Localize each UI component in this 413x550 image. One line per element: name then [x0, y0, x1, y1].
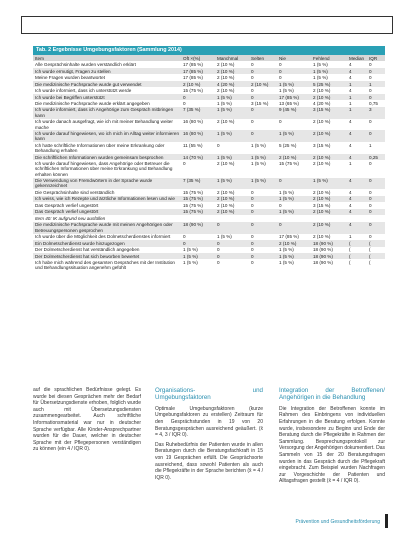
table-cell-value: 0 — [249, 87, 277, 93]
table-cell-value: ( — [347, 247, 367, 253]
table-cell-value: 0 — [215, 222, 249, 234]
table-cell-value: ( — [367, 253, 385, 259]
table-cell-value: 0 — [277, 222, 311, 234]
table-cell-value: ( — [367, 259, 385, 271]
table-row — [33, 142, 385, 154]
table-cell-value: 4 — [347, 222, 367, 234]
table-cell-value: 1 (5 %) — [311, 74, 347, 80]
table-cell-value: 0 — [249, 74, 277, 80]
table-cell-value: 2 (10 %) — [277, 240, 311, 246]
paragraph: Das Ruhebedürfnis der Patienten wurde in allen Beratungen durch die Beratungsfachkraft in 15 von 19 Gesprächen erfüllt. Die Gesprächsorte ausreichend, dass sowohl Patienten als auch die Pflegekräfte in der Sprache berichten (x̄ = 4 / IQR 0). — [155, 441, 263, 481]
table-cell-value: 4 — [347, 154, 367, 160]
table-cell-value: 0 — [249, 68, 277, 74]
table-cell-value: 0 — [215, 247, 249, 253]
table-cell-value: 17 (85 %) — [181, 61, 215, 67]
table-cell-item: Die schriftlichen Informationen wurden gemeinsam besprochen — [33, 154, 181, 160]
page-marker-bar — [385, 514, 388, 528]
header-manchmal: Manchmal — [215, 55, 249, 61]
table-cell-item: Das Gespräch verlief ungestört — [33, 202, 181, 208]
table-cell-value: 4 (20 %) — [215, 81, 249, 87]
table-cell-value: 0 — [249, 253, 277, 259]
table-cell-value: 18 (90 %) — [311, 253, 347, 259]
table-cell-value: 4 — [347, 189, 367, 195]
table-cell-value: 4 — [347, 61, 367, 67]
table-cell-value: 1 (5 %) — [181, 253, 215, 259]
table-cell-value: 1 (5 %) — [277, 189, 311, 195]
table-cell-value: 2 (10 %) — [311, 119, 347, 131]
table-cell-value: 1 (5 %) — [249, 178, 277, 190]
section-heading: Organisations- und Umgebungsfaktoren — [155, 387, 263, 402]
table-cell-value: 0 — [367, 189, 385, 195]
table-cell-value: 0 — [367, 234, 385, 240]
table-cell-value: ( — [367, 240, 385, 246]
table-cell-value: 2 (10 %) — [311, 189, 347, 195]
table-cell-value: 0 — [215, 259, 249, 271]
header-fehlend: Fehlend — [311, 55, 347, 61]
table-cell-item: Alle Gesprächsinhalte wurden verständlich erklärt — [33, 61, 181, 67]
table-cell-value: 0 — [215, 142, 249, 154]
table-cell-value: 2 (10 %) — [311, 130, 347, 142]
table-cell-value: 2 (10 %) — [311, 94, 347, 100]
table-cell-value: 0 — [181, 234, 215, 240]
table-cell-value: 7 (35 %) — [181, 107, 215, 119]
table-row — [33, 259, 385, 271]
table-cell-value: 0 — [215, 240, 249, 246]
table-cell-value: 0 — [277, 178, 311, 190]
table-cell-value: 0 — [277, 119, 311, 131]
header-median: Median — [347, 55, 367, 61]
table-cell-value: 2 (10 %) — [311, 154, 347, 160]
paragraph: auf die sprachlichen Bedürfnisse gelegt. Es wurde bei diesen Gesprächen mehr der Bedarf für Übersetzungsdienste erhoben, folglich wurde auch mit Übersetzungsdiensten zusammengearbeitet. Auch schriftliche Informationsmaterial war nur in deutscher Sprache verfügbar. Alle Kinder-Ansprechpartner wurden für die Dauer, welcher in deutscher Sprache mit der Pflegepersonen verständigen zu können (ein 4 / IQR 0). — [33, 387, 141, 453]
table-cell-item: Ein Dolmetscherdienst wurde hinzugezogen — [33, 240, 181, 246]
table-cell-value: 3 — [367, 107, 385, 119]
table-cell-value: 2 (10 %) — [277, 154, 311, 160]
table-cell-value: 0 — [249, 259, 277, 271]
table-cell-value: 17 (85 %) — [181, 74, 215, 80]
table-cell-value: 1 (5 %) — [277, 253, 311, 259]
table-cell-item: Ich wurde ermutigt, Fragen zu stellen — [33, 68, 181, 74]
table-title: Tab. 2 Ergebnisse Umgebungsfaktoren (Sammlung 2014) — [33, 46, 385, 55]
table-cell-value: 1 — [347, 81, 367, 87]
table-cell-value: 4 — [347, 119, 367, 131]
table-cell-item: Der Dolmetscherdienst hat sich beworben bewertet — [33, 253, 181, 259]
table-cell-value: 16 (80 %) — [181, 119, 215, 131]
text-column-left — [33, 387, 141, 456]
table-cell-item: Ich wurde informiert, dass ich Angehörige zum Gespräch mitbringen kann — [33, 107, 181, 119]
table-cell-value: 2 (10 %) — [215, 61, 249, 67]
table-cell-value: 1 (5 %) — [277, 87, 311, 93]
data-table — [33, 55, 385, 271]
table-cell-item: Die Gesprächsinhalte sind verständlich — [33, 189, 181, 195]
table-cell-item: Die Verwendung von Fremdwörtern in der Sprache wurde gekennzeichnet — [33, 178, 181, 190]
table-cell-value: 18 (90 %) — [311, 259, 347, 271]
table-cell-value: 1 (5 %) — [215, 94, 249, 100]
table-cell-value: 7 (35 %) — [181, 178, 215, 190]
table-cell-value: 0 — [367, 130, 385, 142]
table-cell-item: Das Gespräch verlief ungestört — [33, 209, 181, 215]
table-cell-value: 3 (15 %) — [249, 100, 277, 106]
table-cell-value: 0 — [249, 94, 277, 100]
table-cell-value: 2 (10 %) — [215, 202, 249, 208]
table-cell-value: 14 (70 %) — [181, 154, 215, 160]
header-nie: Nie — [277, 55, 311, 61]
table-cell-item: Ich wurde informiert, dass ich unterstützt werde — [33, 87, 181, 93]
table-cell-value: 9 (45 %) — [277, 107, 311, 119]
table-cell-value: 3 (15 %) — [311, 142, 347, 154]
table-row — [33, 222, 385, 234]
table-cell-value: 1 — [347, 107, 367, 119]
table-cell-value: 2 (10 %) — [215, 119, 249, 131]
table-cell-value: 2 (10 %) — [311, 160, 347, 177]
table-cell-value: 2 (10 %) — [311, 209, 347, 215]
table-cell-item: Der Dolmetscherdienst hat verständlich angegeben — [33, 247, 181, 253]
table-cell-value: 0 — [367, 196, 385, 202]
table-cell-value: 1 — [347, 94, 367, 100]
table-cell-value: 0 — [367, 222, 385, 234]
table-cell-value: 1 (5 %) — [277, 259, 311, 271]
table-cell-value: 0 — [367, 178, 385, 190]
table-cell-value: 1 (5 %) — [215, 100, 249, 106]
table-cell-value: 1 (5 %) — [249, 160, 277, 177]
table-cell-value: 11 (55 %) — [181, 142, 215, 154]
table-cell-value: 1 — [347, 160, 367, 177]
table-cell-value: 15 (75 %) — [277, 160, 311, 177]
table-cell-item: Ich wurde darauf hingewiesen, wo ich mich im Alltag weiter informieren kann — [35, 131, 180, 142]
table-cell-value: 0 — [249, 119, 277, 131]
table-cell-value: 4 — [347, 196, 367, 202]
table-cell-value: 1 (5 %) — [277, 81, 311, 87]
table-row — [33, 178, 385, 190]
table-cell-item: Ich wurde bei Begriffen unterstützt — [33, 94, 181, 100]
table-cell-value: 17 (85 %) — [277, 234, 311, 240]
header-item: Item — [33, 55, 181, 61]
table-cell-value: 17 (85 %) — [277, 94, 311, 100]
table-cell-value: 1 (5 %) — [311, 68, 347, 74]
table-cell-value: 2 (10 %) — [215, 74, 249, 80]
table-cell-value: 2 (10 %) — [311, 196, 347, 202]
table-cell-item: Die medizinische Fachsprache wurde mit meinen Angehörigen oder Betreuungspersonen gesprochen — [33, 222, 181, 234]
table-cell-value: 16 (80 %) — [181, 130, 215, 142]
table-cell-value: 2 (10 %) — [215, 196, 249, 202]
header-selten: Selten — [249, 55, 277, 61]
table-cell-value: 0 — [367, 94, 385, 100]
table-cell-value: 4 — [347, 142, 367, 154]
table-cell-value: 0 — [249, 247, 277, 253]
table-cell-value: 4 — [347, 209, 367, 215]
table-cell-value: 0 — [249, 240, 277, 246]
table-cell-value: 0 — [181, 94, 215, 100]
table-cell-value: 5 (25 %) — [311, 81, 347, 87]
table-cell-item: Die medizinische Fachsprache wurde erklärt angegeben — [33, 100, 181, 106]
table-cell-value: 2 (10 %) — [249, 81, 277, 87]
table-cell-value: 0,75 — [367, 100, 385, 106]
table-row — [33, 107, 385, 119]
table-cell-value: 13 (65 %) — [277, 100, 311, 106]
table-cell-item: Ich habe mich während des gesamten Gespräches mit der Institution und Behandlungssituation angenehm gefühlt — [33, 259, 181, 271]
table-cell-value: 0 — [367, 160, 385, 177]
table-cell-value: 5 (25 %) — [277, 142, 311, 154]
table-cell-value: 0 — [215, 253, 249, 259]
table-cell-value: 2 (10 %) — [311, 234, 347, 240]
table-cell-value: 0 — [249, 189, 277, 195]
table-cell-item: Ich weiss, wie ich Rezepte und ärztliche Informationen lesen und wie — [33, 196, 181, 202]
paragraph: Optimale Umgebungsfaktoren (kurze Umgebungsfaktoren zu erstellen) Zeitraum für den Gesprächstunden in 19 von 20 Beratungsgesprächen ausreichend geäußert. (x̄ = 4, 3 / IQR 0). — [155, 405, 263, 439]
table-cell-value: 1 (5 %) — [215, 154, 249, 160]
table-cell-value: ( — [367, 247, 385, 253]
table-cell-value: 0 — [249, 107, 277, 119]
table-cell-value: 2 (10 %) — [215, 160, 249, 177]
table-cell-value: 1 — [347, 100, 367, 106]
table-cell-value: 0 — [181, 160, 215, 177]
table-cell-value: 1 (5 %) — [277, 130, 311, 142]
table-cell-item: Item 40: IK aufgrund neu ausfüllen — [33, 215, 181, 221]
table-cell-value: 18 (90 %) — [181, 222, 215, 234]
table-cell-value: ( — [347, 240, 367, 246]
table-cell-value: 15 (75 %) — [181, 189, 215, 195]
table-cell-value: 2 (10 %) — [215, 189, 249, 195]
table-cell-value: 0 — [181, 100, 215, 106]
table-cell-value: 1 (5 %) — [277, 209, 311, 215]
table-cell-value: 0 — [249, 209, 277, 215]
table-cell-value: 2 (10 %) — [311, 87, 347, 93]
table-cell-item: Ich wurde über die Möglichkeit des Dolmetscherdienstes informiert — [33, 234, 181, 240]
article-body — [33, 387, 385, 507]
table-cell-value: 1 (5 %) — [311, 178, 347, 190]
table-cell-item: Ich wurde darauf hingewiesen, dass Angehörige oder Betreuer die schriftlichen Informationen über meine Erkrankung und Behandlung erhalten können — [33, 160, 181, 177]
table-cell-value: 0 — [249, 234, 277, 240]
table-cell-value: 0 — [367, 119, 385, 131]
table-cell-value: 15 (75 %) — [181, 202, 215, 208]
table-cell-value: 0 — [277, 74, 311, 80]
table-cell-value: 17 (85 %) — [181, 68, 215, 74]
table-cell-value: 1 — [347, 234, 367, 240]
table-row — [33, 130, 385, 142]
table-row — [33, 119, 385, 131]
table-cell-value: ( — [347, 259, 367, 271]
table-cell-value: 0 — [367, 68, 385, 74]
table-body — [33, 61, 385, 271]
table-cell-value: 1 (5 %) — [215, 178, 249, 190]
table-cell-value: 2 (10 %) — [181, 81, 215, 87]
table-cell-value: 0 — [181, 240, 215, 246]
table-cell-value: 0 — [277, 202, 311, 208]
table-cell-value: 15 (75 %) — [181, 209, 215, 215]
paragraph: Die Integration der Betroffenen konnte im Rahmen des Einbringens von individuellen Erfahrungen in die Beratung erfolgen. Konnte wurde, insbesondere zu Beginn und Ende der Beratung durch die Pflegekräfte in Rahmen der Sammlung. Besprechungsprotokoll zur Versorgung der Angehörigen dokumentiert. Das Sammeln von 15 der 20 Beratungsfragen wurden in das Gespräch durch die Pflegekraft eingebracht. Zum Beispiel wurden Nachfragen zur Vorgeschichte der Patienten und Alltagsfragen gestellt (x̄ = 4 / IQR 0). — [279, 405, 385, 485]
table-cell-item: Ich wurde danach ausgefragt, wie ich mit meiner Behandlung weiter mache — [33, 119, 181, 131]
table-cell-value: 1 (5 %) — [249, 154, 277, 160]
table-row — [33, 160, 385, 177]
table-cell-value: 1 (5 %) — [311, 61, 347, 67]
table-cell-value: 0 — [249, 61, 277, 67]
table-cell-value: 4 — [347, 74, 367, 80]
table-cell-value: 1 (5 %) — [215, 234, 249, 240]
table-cell-value: 0 — [249, 222, 277, 234]
table-cell-value: 1 (5 %) — [249, 142, 277, 154]
table-cell-value: 4 — [347, 202, 367, 208]
table-cell-value: 1 (5 %) — [277, 196, 311, 202]
table-cell-value: 2 (10 %) — [215, 209, 249, 215]
table-cell-value: 1 (5 %) — [215, 107, 249, 119]
table-cell-value: 0 — [249, 196, 277, 202]
table-cell-value: ( — [347, 253, 367, 259]
table-cell-value: 4 — [347, 87, 367, 93]
table-cell-value: 0 — [367, 74, 385, 80]
table-cell-value: 0 — [367, 87, 385, 93]
table-cell-value: 0 — [367, 209, 385, 215]
table-cell-value: 2 (10 %) — [311, 222, 347, 234]
table-cell-value: 3 (15 %) — [311, 202, 347, 208]
table-cell-value: 4 — [347, 130, 367, 142]
table-cell-value: 15 (75 %) — [181, 196, 215, 202]
table-cell-value: 1 (5 %) — [181, 247, 215, 253]
table-cell-value: 1 (5 %) — [181, 259, 215, 271]
table-cell-item: Ich hatte schriftliche Informationen über meine Erkrankung oder Behandlung erhalten — [33, 142, 181, 154]
table-cell-value: 1 — [367, 81, 385, 87]
table-cell-value: 18 (90 %) — [311, 240, 347, 246]
results-table — [33, 46, 385, 271]
table-cell-value: 4 (20 %) — [311, 100, 347, 106]
table-cell-value: 3 (15 %) — [311, 107, 347, 119]
table-cell-value: 2 (10 %) — [215, 87, 249, 93]
text-column-right — [279, 387, 385, 488]
table-cell-value: 1 (5 %) — [277, 247, 311, 253]
table-cell-value: 0 — [249, 130, 277, 142]
table-cell-value: 0 — [277, 68, 311, 74]
header-iqr: IQR — [367, 55, 385, 61]
page-footer-label: Prävention und Gesundheitsförderung — [295, 519, 380, 525]
table-cell-value: 0 — [277, 61, 311, 67]
table-cell-value: 0 — [367, 61, 385, 67]
table-cell-value: 0,25 — [367, 154, 385, 160]
table-cell-item: Meine Fragen wurden beantwortet — [33, 74, 181, 80]
table-cell-value: 1 — [367, 142, 385, 154]
table-cell-value: 0 — [249, 202, 277, 208]
header-oft: Oft ×(%) — [181, 55, 215, 61]
table-cell-item: Die medizinische Fachsprache wurde gut verwendet — [33, 81, 181, 87]
table-cell-value: 18 (90 %) — [311, 247, 347, 253]
table-cell-value: 2 (10 %) — [215, 68, 249, 74]
table-cell-value: 4 — [347, 68, 367, 74]
table-cell-value: 4 — [347, 178, 367, 190]
table-cell-value: 0 — [367, 202, 385, 208]
section-heading: Integration der Betroffenen/ Angehörigen in die Behandlung — [279, 387, 385, 402]
table-cell-value: 1 (5 %) — [215, 130, 249, 142]
text-column-middle — [155, 387, 263, 484]
table-cell-value: 15 (75 %) — [181, 87, 215, 93]
header-bar — [21, 16, 393, 34]
